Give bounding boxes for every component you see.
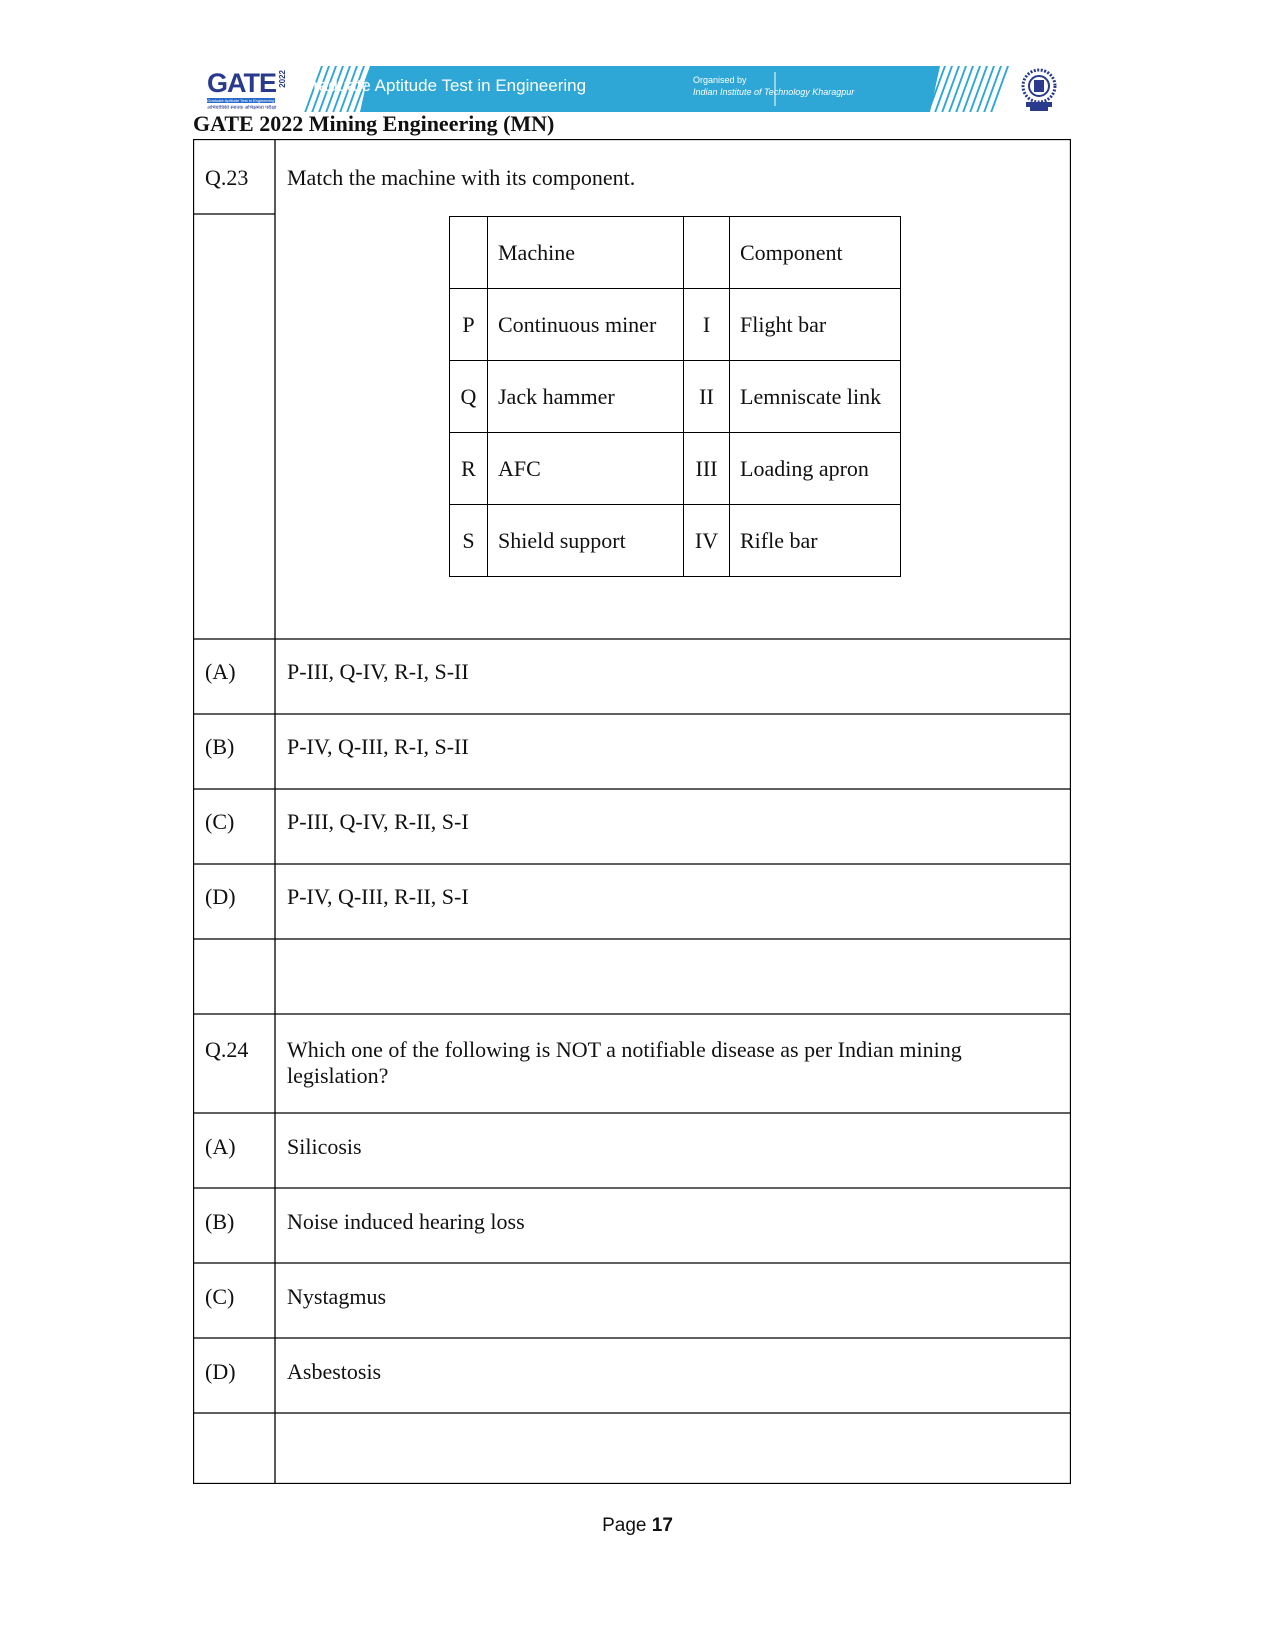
q23-option-a-label: (A)	[205, 659, 236, 684]
component-numeral: IV	[684, 505, 730, 577]
gate-logo-year: 2022	[278, 70, 287, 88]
page-label: Page	[602, 1515, 647, 1536]
match-table-row	[450, 505, 901, 577]
q24-option-a-label: (A)	[205, 1134, 236, 1159]
iit-emblem-icon	[1018, 66, 1060, 112]
match-table-row	[450, 289, 901, 361]
q23-option-d-text: P-IV, Q-III, R-II, S-I	[287, 884, 469, 909]
q23-option-b-text: P-IV, Q-III, R-I, S-II	[287, 734, 469, 759]
machine-name: Continuous miner	[488, 289, 684, 361]
component-numeral: II	[684, 361, 730, 433]
q23-number: Q.23	[205, 165, 249, 190]
page-number	[0, 1515, 1275, 1537]
q24-number: Q.24	[205, 1037, 249, 1062]
match-header-cell	[450, 217, 488, 289]
q24-text-line1: Which one of the following is NOT a notifiable disease as per Indian mining	[287, 1037, 962, 1062]
q24-text-line2: legislation?	[287, 1063, 389, 1088]
machine-letter: Q	[450, 361, 488, 433]
machine-name: AFC	[488, 433, 684, 505]
q23-text: Match the machine with its component.	[287, 165, 636, 190]
component-name: Flight bar	[730, 289, 901, 361]
header-banner	[205, 66, 1065, 114]
document-title: GATE 2022 Mining Engineering (MN)	[193, 111, 555, 136]
gate-logo-hindi: अभियांत्रिकी स्नातक अभिक्षमता परीक्षा	[207, 105, 277, 111]
gate-logo-word: GATE	[207, 68, 276, 98]
header-organiser	[693, 74, 854, 98]
component-numeral: I	[684, 289, 730, 361]
match-table-header-row	[450, 217, 901, 289]
component-name: Loading apron	[730, 433, 901, 505]
component-name: Rifle bar	[730, 505, 901, 577]
q23-option-d-label: (D)	[205, 884, 236, 909]
machine-name: Jack hammer	[488, 361, 684, 433]
match-table	[449, 216, 901, 577]
q23-option-b-label: (B)	[205, 734, 235, 759]
header-title: Graduate Aptitude Test in Engineering	[300, 76, 587, 95]
machine-letter: P	[450, 289, 488, 361]
page-number-value: 17	[651, 1515, 673, 1536]
organised-by-label: Organised by	[693, 75, 747, 85]
machine-name: Shield support	[488, 505, 684, 577]
q24-option-a-text: Silicosis	[287, 1134, 362, 1159]
match-header-component: Component	[730, 217, 901, 289]
q24-option-b-label: (B)	[205, 1209, 235, 1234]
q24-option-d-text: Asbestosis	[287, 1359, 382, 1384]
gate-logo-tagline: Graduate Aptitude Test in Engineering	[207, 98, 275, 103]
institute-name: Indian Institute of Technology Kharagpur	[693, 87, 855, 97]
q24-option-b-text: Noise induced hearing loss	[287, 1209, 525, 1234]
match-header-machine: Machine	[488, 217, 684, 289]
component-numeral: III	[684, 433, 730, 505]
q23-option-c-label: (C)	[205, 809, 235, 834]
machine-letter: S	[450, 505, 488, 577]
q23-option-c-text: P-III, Q-IV, R-II, S-I	[287, 809, 469, 834]
q24-option-c-text: Nystagmus	[287, 1284, 386, 1309]
q24-option-c-label: (C)	[205, 1284, 235, 1309]
component-name: Lemniscate link	[730, 361, 901, 433]
match-table-row	[450, 433, 901, 505]
q24-option-d-label: (D)	[205, 1359, 236, 1384]
gate-logo	[205, 66, 290, 114]
machine-letter: R	[450, 433, 488, 505]
match-header-cell	[684, 217, 730, 289]
match-table-row	[450, 361, 901, 433]
q23-option-a-text: P-III, Q-IV, R-I, S-II	[287, 659, 469, 684]
